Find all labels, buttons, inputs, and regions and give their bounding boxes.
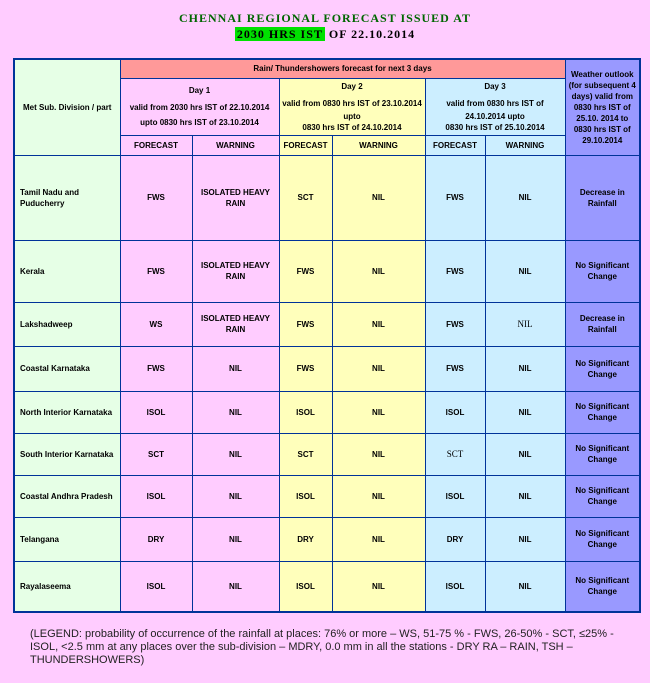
day1-valid-to: upto 0830 hrs IST of 23.10.2014 — [140, 118, 259, 127]
title-issue-date: OF 22.10.2014 — [324, 27, 416, 41]
division-name: Lakshadweep — [14, 302, 120, 346]
day3-warning-header: WARNING — [485, 135, 565, 155]
day2-warning: NIL — [332, 475, 425, 517]
day1-forecast: FWS — [120, 240, 192, 302]
outlook: Decrease in Rainfall — [565, 302, 640, 346]
day2-forecast: FWS — [279, 240, 332, 302]
table-row — [14, 475, 640, 517]
day3-warning: NIL — [485, 475, 565, 517]
day1-warning-header: WARNING — [192, 135, 279, 155]
day2-valid-from: valid from 0830 hrs IST of 23.10.2014 — [282, 98, 422, 108]
outlook: No Significant Change — [565, 517, 640, 561]
day2-warning: NIL — [332, 433, 425, 475]
day1-warning: NIL — [192, 517, 279, 561]
day1-forecast: FWS — [120, 155, 192, 240]
day1-forecast-header: FORECAST — [120, 135, 192, 155]
day1-forecast: DRY — [120, 517, 192, 561]
day3-forecast: FWS — [425, 302, 485, 346]
division-name: North Interior Karnataka — [14, 391, 120, 433]
day2-forecast: ISOL — [279, 475, 332, 517]
day3-warning: NIL — [485, 155, 565, 240]
day3-forecast: DRY — [425, 517, 485, 561]
division-name: Coastal Karnataka — [14, 346, 120, 391]
day3-warning: NIL — [485, 391, 565, 433]
day3-forecast: SCT — [425, 433, 485, 475]
day1-warning: NIL — [192, 561, 279, 612]
division-name: South Interior Karnataka — [14, 433, 120, 475]
title-issue-time: 2030 HRS IST — [236, 27, 323, 41]
day1-warning: ISOLATED HEAVY RAIN — [192, 155, 279, 240]
page-title — [0, 10, 650, 42]
table-row — [14, 346, 640, 391]
table-row — [14, 302, 640, 346]
outlook: Decrease in Rainfall — [565, 155, 640, 240]
day2-warning: NIL — [332, 302, 425, 346]
outlook: No Significant Change — [565, 475, 640, 517]
day2-label: Day 2 — [341, 81, 363, 91]
legend: (LEGEND: probability of occurrence of the rainfall at places: 76% or more – WS, 51-75 % - FWS, 26-50% - SCT, ≤25% - ISOL, <2.5 mm at any places over the sub-division – MDRY, 0.0 mm in all the stations - DRY RA – RAIN, TSH –THUNDERSHOWERS) — [30, 628, 614, 666]
table-row — [14, 561, 640, 612]
day3-warning: NIL — [485, 517, 565, 561]
day3-forecast-header: FORECAST — [425, 135, 485, 155]
day1-warning: NIL — [192, 346, 279, 391]
division-name: Tamil Nadu and Puducherry — [14, 155, 120, 240]
header-day2 — [279, 78, 425, 135]
outlook: No Significant Change — [565, 240, 640, 302]
day3-valid-upto: 24.10.2014 upto — [465, 111, 525, 121]
day2-warning: NIL — [332, 391, 425, 433]
title-line-2 — [0, 26, 650, 42]
day3-warning: NIL — [485, 302, 565, 346]
day2-warning: NIL — [332, 240, 425, 302]
day2-warning: NIL — [332, 561, 425, 612]
day2-forecast: ISOL — [279, 391, 332, 433]
forecast-table — [13, 58, 641, 613]
outlook: No Significant Change — [565, 391, 640, 433]
day2-forecast: ISOL — [279, 561, 332, 612]
division-name: Coastal Andhra Pradesh — [14, 475, 120, 517]
header-day1 — [120, 78, 279, 135]
day1-warning: ISOLATED HEAVY RAIN — [192, 302, 279, 346]
day1-warning: NIL — [192, 475, 279, 517]
day1-valid-from: valid from 2030 hrs IST of 22.10.2014 — [129, 103, 270, 112]
day3-forecast: FWS — [425, 155, 485, 240]
table-row — [14, 433, 640, 475]
outlook: No Significant Change — [565, 346, 640, 391]
outlook: No Significant Change — [565, 561, 640, 612]
day1-label: Day 1 — [188, 86, 211, 95]
day3-valid-to: 0830 hrs IST of 25.10.2014 — [445, 122, 545, 132]
day1-forecast: ISOL — [120, 561, 192, 612]
day3-warning: NIL — [485, 240, 565, 302]
table-row — [14, 517, 640, 561]
table-row — [14, 391, 640, 433]
day2-warning: NIL — [332, 155, 425, 240]
day2-valid-to: 0830 hrs IST of 24.10.2014 — [302, 122, 402, 132]
day3-warning: NIL — [485, 346, 565, 391]
day1-warning: ISOLATED HEAVY RAIN — [192, 240, 279, 302]
day2-valid-upto: upto — [343, 111, 361, 121]
header-outlook: Weather outlook (for subsequent 4 days) valid from 0830 hrs IST of 25.10. 2014 to 0830 hrs IST of 29.10.2014 — [565, 59, 640, 155]
day3-warning: NIL — [485, 561, 565, 612]
day1-forecast: SCT — [120, 433, 192, 475]
day2-forecast: SCT — [279, 433, 332, 475]
day3-forecast: ISOL — [425, 391, 485, 433]
header-division: Met Sub. Division / part — [14, 59, 120, 155]
day2-forecast-header: FORECAST — [279, 135, 332, 155]
division-name: Telangana — [14, 517, 120, 561]
division-name: Rayalaseema — [14, 561, 120, 612]
day1-forecast: ISOL — [120, 475, 192, 517]
outlook: No Significant Change — [565, 433, 640, 475]
day3-forecast: FWS — [425, 346, 485, 391]
table-row — [14, 240, 640, 302]
day2-warning-header: WARNING — [332, 135, 425, 155]
day1-warning: NIL — [192, 391, 279, 433]
day2-warning: NIL — [332, 517, 425, 561]
table-row — [14, 155, 640, 240]
header-day3 — [425, 78, 565, 135]
day1-forecast: FWS — [120, 346, 192, 391]
day2-forecast: DRY — [279, 517, 332, 561]
day2-forecast: SCT — [279, 155, 332, 240]
day1-forecast: WS — [120, 302, 192, 346]
header-main: Rain/ Thundershowers forecast for next 3 days — [120, 59, 565, 78]
title-line-1: CHENNAI REGIONAL FORECAST ISSUED AT — [179, 11, 471, 25]
division-name: Kerala — [14, 240, 120, 302]
day3-forecast: ISOL — [425, 475, 485, 517]
day3-forecast: FWS — [425, 240, 485, 302]
day3-valid-from: valid from 0830 hrs IST of — [446, 98, 544, 108]
day2-forecast: FWS — [279, 302, 332, 346]
day3-label: Day 3 — [484, 81, 506, 91]
day1-forecast: ISOL — [120, 391, 192, 433]
day3-warning: NIL — [485, 433, 565, 475]
day2-forecast: FWS — [279, 346, 332, 391]
day3-forecast: ISOL — [425, 561, 485, 612]
day1-warning: NIL — [192, 433, 279, 475]
day2-warning: NIL — [332, 346, 425, 391]
